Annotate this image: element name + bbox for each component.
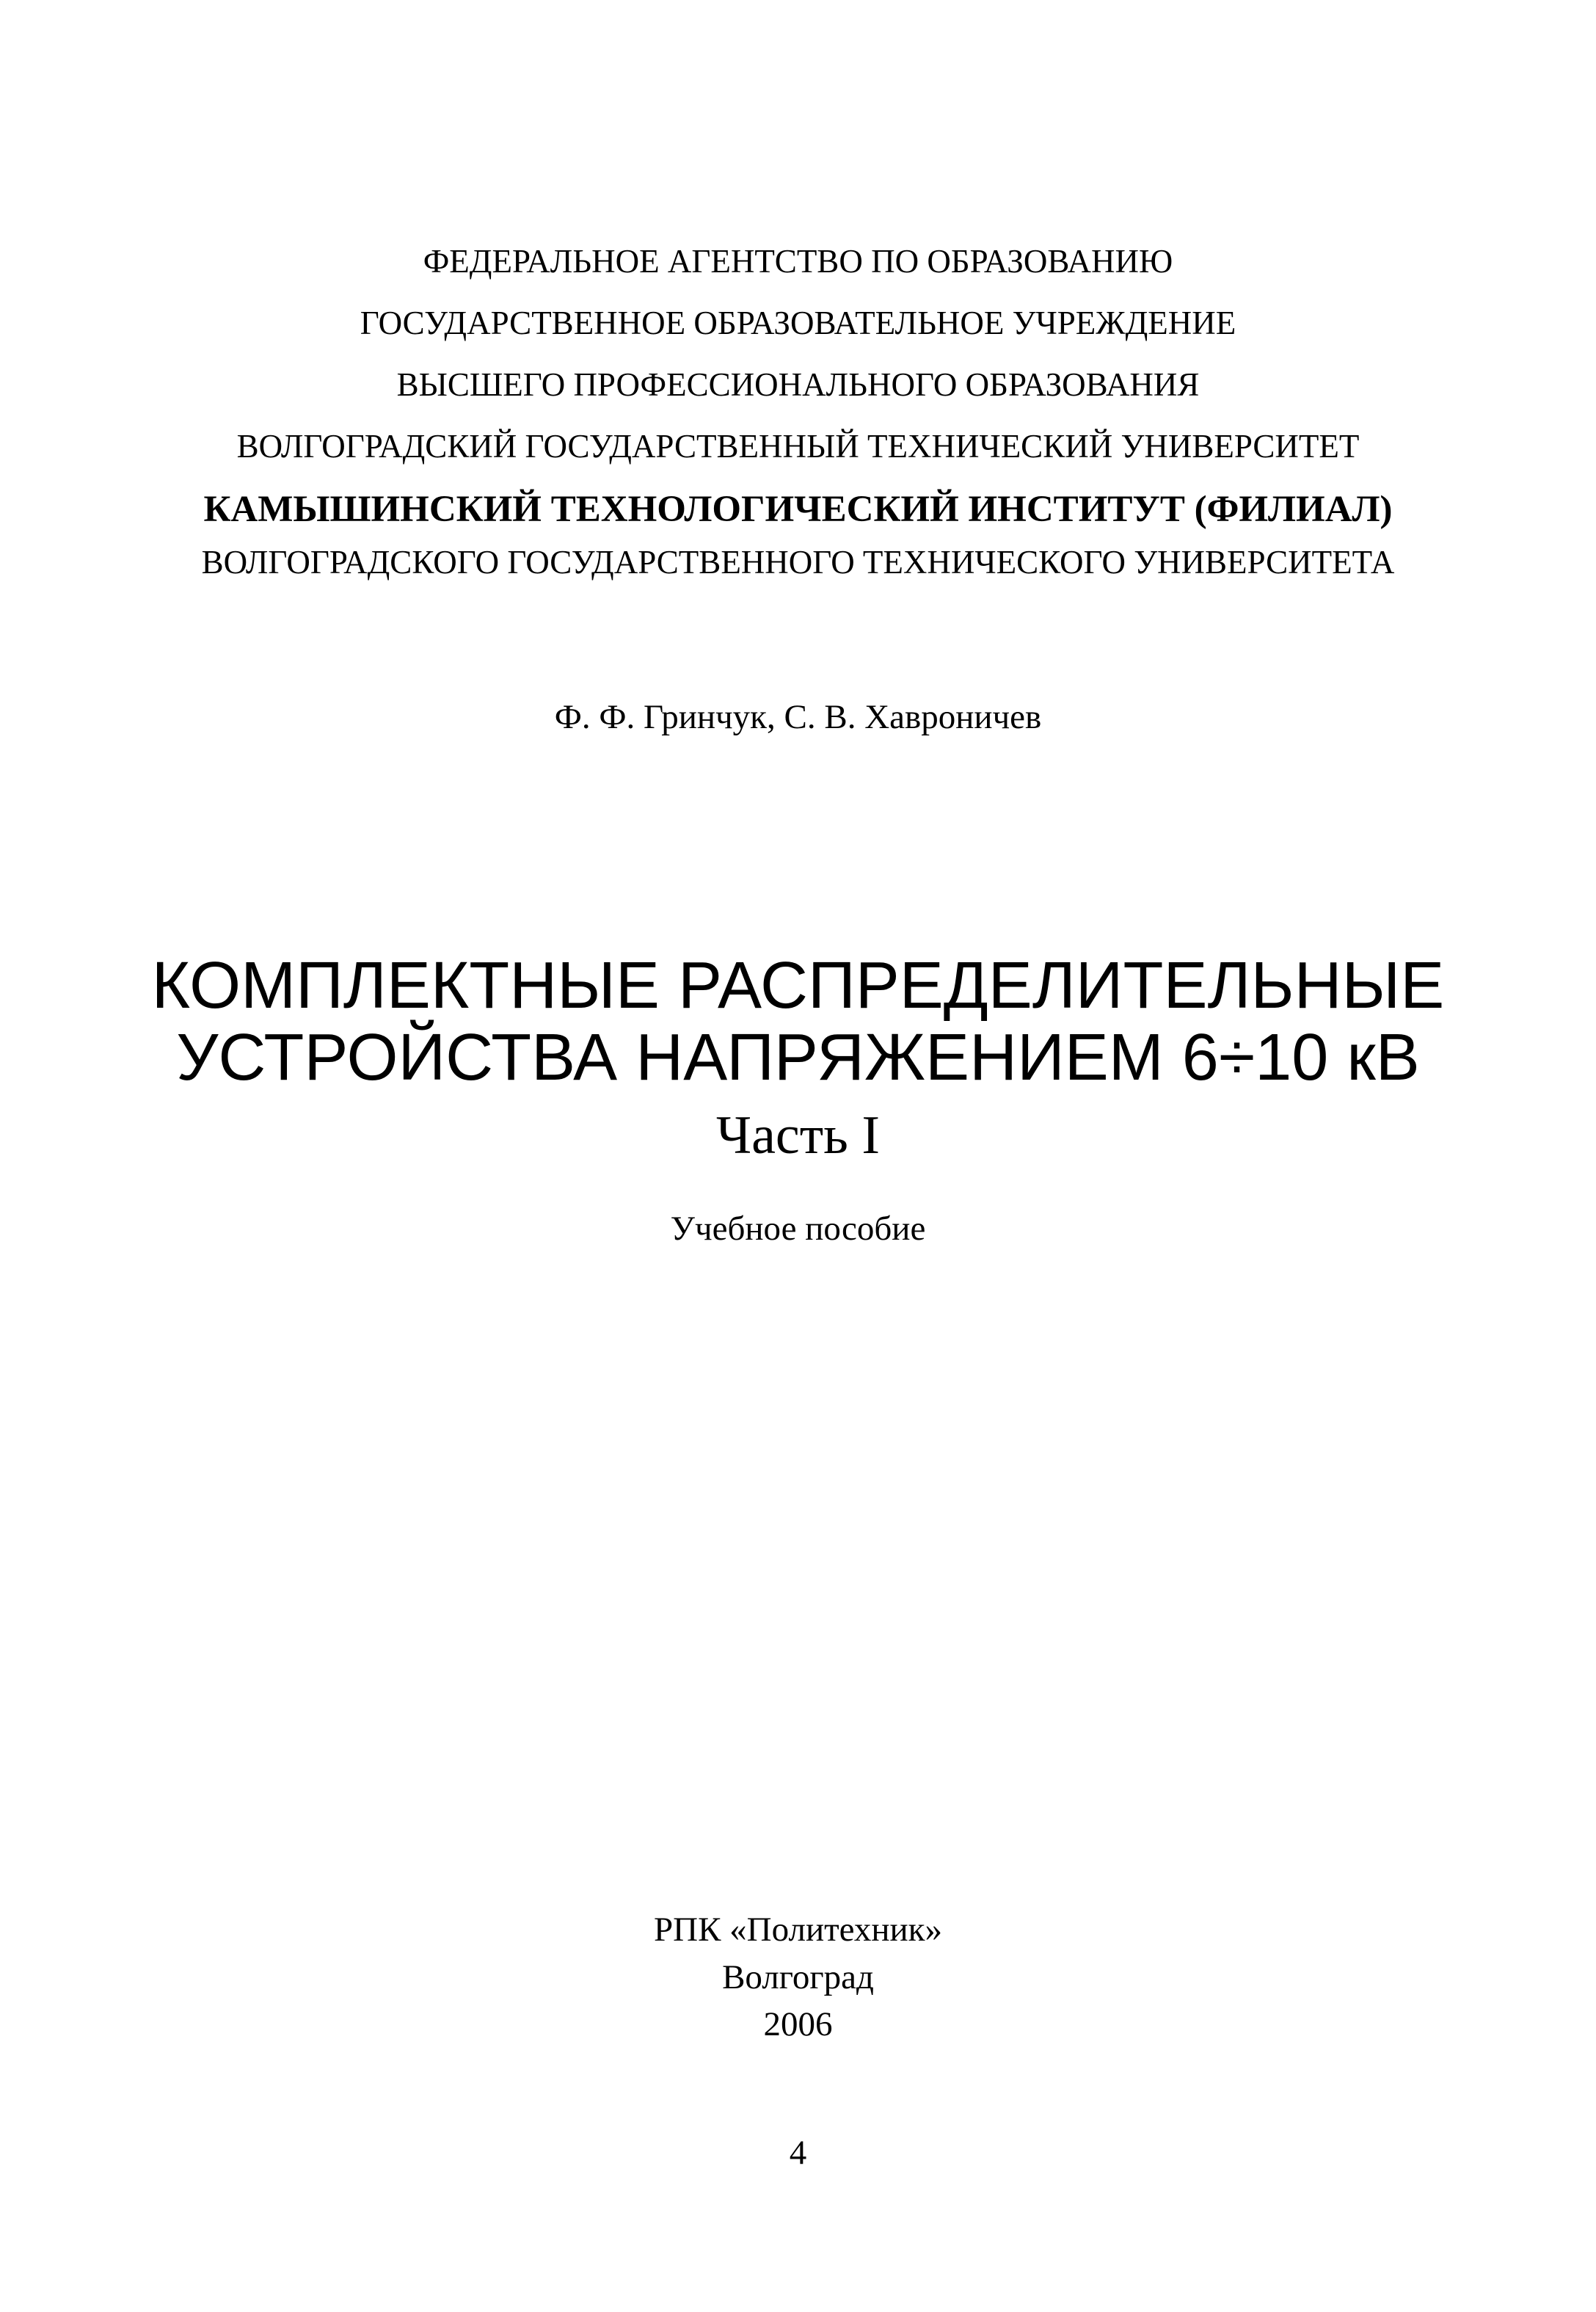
- ministry-line: ФЕДЕРАЛЬНОЕ АГЕНТСТВО ПО ОБРАЗОВАНИЮ: [423, 243, 1173, 280]
- part-label: Часть I: [715, 1105, 880, 1166]
- publication-city: Волгоград: [722, 1958, 874, 1996]
- page-number: 4: [789, 2134, 807, 2172]
- institute-affiliation: ВОЛГОГРАДСКОГО ГОСУДАРСТВЕННОГО ТЕХНИЧЕСКОГО УНИВЕРСИТЕТА: [201, 544, 1395, 581]
- title-line-1: КОМПЛЕКТНЫЕ РАСПРЕДЕЛИТЕЛЬНЫЕ: [151, 949, 1445, 1022]
- authors: Ф. Ф. Гринчук, С. В. Хавроничев: [554, 698, 1042, 736]
- institute-name: КАМЫШИНСКИЙ ТЕХНОЛОГИЧЕСКИЙ ИНСТИТУТ (ФИЛИАЛ): [203, 489, 1393, 530]
- publisher: РПК «Политехник»: [653, 1911, 943, 1949]
- publication-year: 2006: [763, 2005, 833, 2043]
- education-level-line: ВЫСШЕГО ПРОФЕССИОНАЛЬНОГО ОБРАЗОВАНИЯ: [396, 366, 1200, 403]
- title-line-2: УСТРОЙСТВА НАПРЯЖЕНИЕМ 6÷10 кВ: [176, 1021, 1420, 1094]
- institution-type-line: ГОСУДАРСТВЕННОЕ ОБРАЗОВАТЕЛЬНОЕ УЧРЕЖДЕНИЕ: [360, 305, 1236, 341]
- publication-type: Учебное пособие: [670, 1210, 926, 1248]
- university-line: ВОЛГОГРАДСКИЙ ГОСУДАРСТВЕННЫЙ ТЕХНИЧЕСКИЙ УНИВЕРСИТЕТ: [236, 428, 1360, 465]
